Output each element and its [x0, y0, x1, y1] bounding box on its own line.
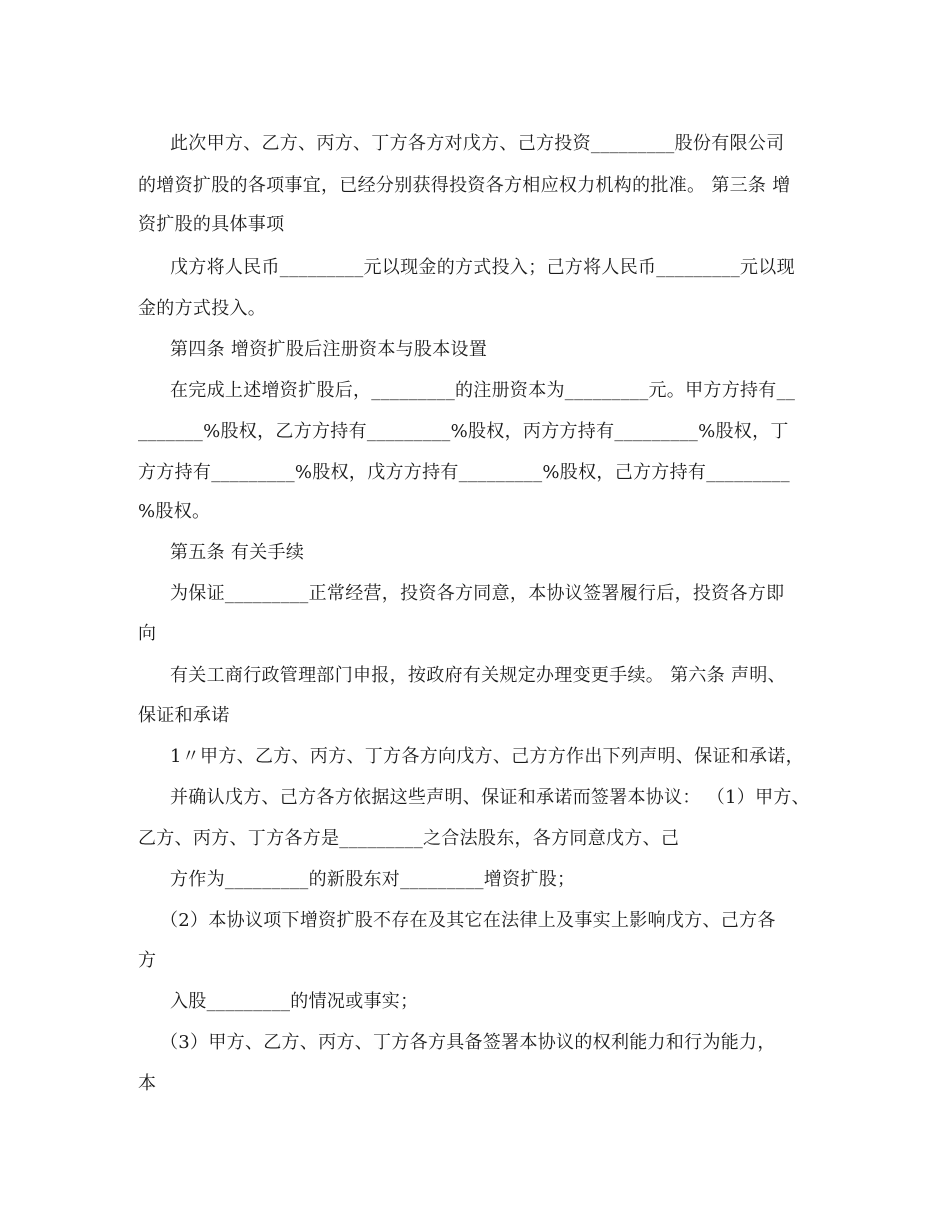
- paragraph-line: 本: [138, 1073, 157, 1094]
- paragraph-line: （2）本协议项下增资扩股不存在及其它在法律上及事实上影响戊方、己方各: [160, 910, 776, 931]
- paragraph-line: 资扩股的具体事项: [138, 214, 285, 235]
- paragraph-line: 乙方、丙方、丁方各方是_________之合法股东，各方同意戊方、己: [138, 828, 680, 849]
- paragraph-line: _______%股权，乙方方持有_________%股权，丙方方持有_________%股权，丁: [138, 421, 789, 442]
- paragraph-line: 方: [138, 950, 157, 971]
- paragraph-line: 戊方将人民币_________元以现金的方式投入；己方将人民币_________元以现: [170, 257, 795, 278]
- paragraph-line: 并确认戊方、己方各方依据这些声明、保证和承诺而签署本协议： （1）甲方、: [170, 787, 810, 808]
- section-heading: 第五条 有关手续: [170, 542, 305, 563]
- paragraph-line: 方方持有_________%股权，戊方方持有_________%股权，己方方持有_________: [138, 462, 790, 483]
- paragraph-line: 金的方式投入。: [138, 298, 267, 319]
- paragraph-line: %股权。: [138, 501, 211, 522]
- paragraph-line: 保证和承诺: [138, 705, 230, 726]
- paragraph-line: 为保证_________正常经营，投资各方同意，本协议签署履行后，投资各方即: [170, 583, 785, 604]
- paragraph-line: 有关工商行政管理部门申报，按政府有关规定办理变更手续。 第六条 声明、: [170, 665, 786, 686]
- paragraph-line: 1〃甲方、乙方、丙方、丁方各方向戊方、己方方作出下列声明、保证和承诺，: [170, 746, 804, 767]
- paragraph-line: 方作为_________的新股东对_________增资扩股；: [170, 869, 576, 890]
- section-heading: 第四条 增资扩股后注册资本与股本设置: [170, 339, 488, 360]
- paragraph-line: 的增资扩股的各项事宜，已经分别获得投资各方相应权力机构的批准。 第三条 增: [138, 175, 791, 196]
- paragraph-line: （3）甲方、乙方、丙方、丁方各方具备签署本协议的权利能力和行为能力，: [160, 1032, 776, 1053]
- paragraph-line: 向: [138, 623, 157, 644]
- paragraph-line: 此次甲方、乙方、丙方、丁方各方对戊方、己方投资_________股份有限公司: [170, 133, 785, 154]
- paragraph-line: 入股_________的情况或事实；: [170, 991, 419, 1012]
- paragraph-line: 在完成上述增资扩股后，_________的注册资本为_________元。甲方方持有__: [170, 380, 796, 401]
